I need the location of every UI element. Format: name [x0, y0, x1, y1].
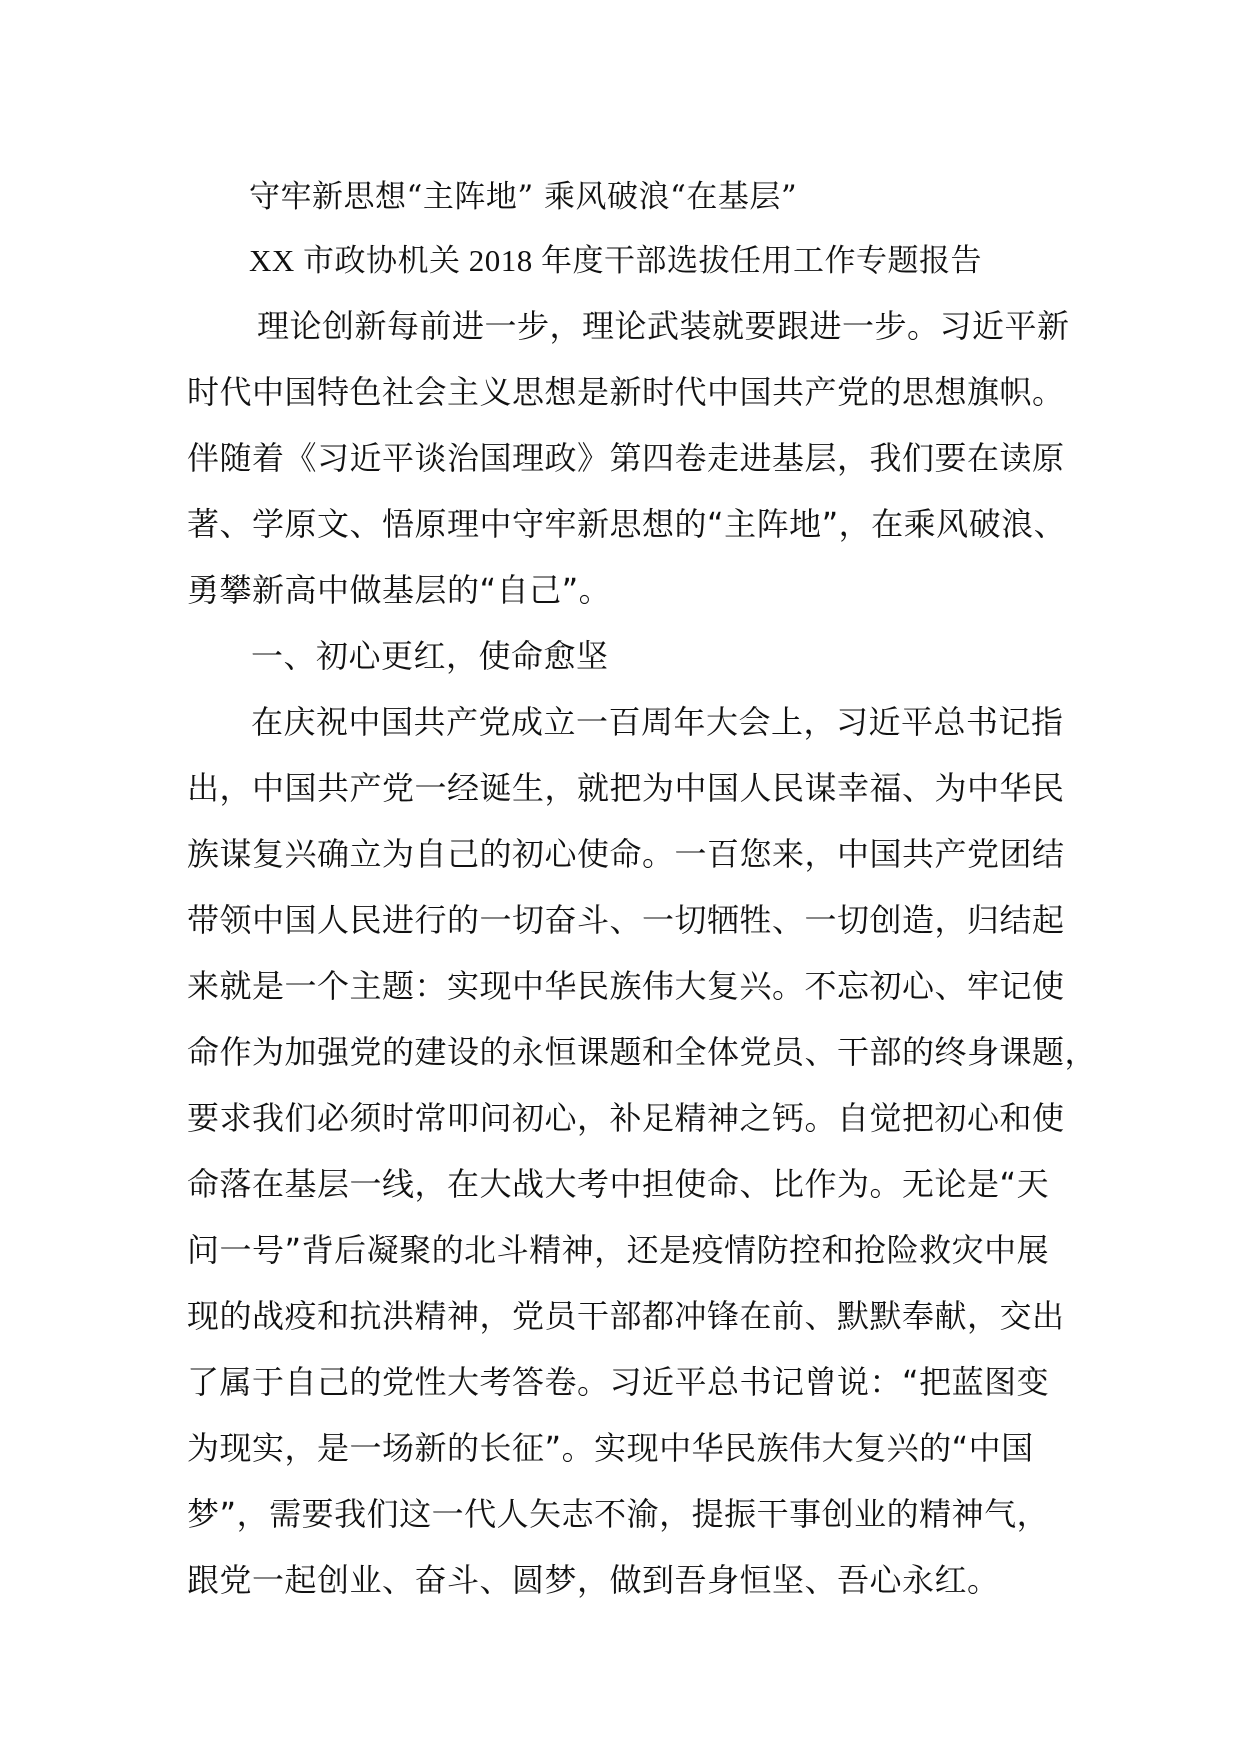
paragraph-line: 跟党一起创业、奋斗、圆梦，做到吾身恒坚、吾心永红。	[187, 1561, 1000, 1599]
paragraph-line: 伴随着《习近平谈治国理政》第四卷走进基层，我们要在读原	[187, 439, 1065, 477]
paragraph-line: 带领中国人民进行的一切奋斗、一切牺牲、一切创造，归结起	[187, 901, 1065, 939]
paragraph-line: 在庆祝中国共产党成立一百周年大会上，习近平总书记指	[251, 703, 1064, 741]
paragraph-line: 时代中国特色社会主义思想是新时代中国共产党的思想旗帜。	[187, 373, 1065, 411]
paragraph-line: 勇攀新高中做基层的“自己”。	[187, 571, 612, 609]
paragraph-line: 理论创新每前进一步，理论武装就要跟进一步。习近平新	[257, 307, 1070, 345]
paragraph-line: 现的战疫和抗洪精神，党员干部都冲锋在前、默默奉献，交出	[187, 1297, 1065, 1335]
document-title: 守牢新思想“主阵地” 乘风破浪“在基层”	[249, 179, 798, 215]
paragraph-line: 命作为加强党的建设的永恒课题和全体党员、干部的终身课题，	[187, 1033, 1098, 1071]
paragraph-line: 出，中国共产党一经诞生，就把为中国人民谋幸福、为中华民	[187, 769, 1065, 807]
paragraph-line: 了属于自己的党性大考答卷。习近平总书记曾说：“把蓝图变	[187, 1363, 1050, 1401]
paragraph-line: 梦”，需要我们这一代人矢志不渝，提振干事创业的精神气，	[187, 1495, 1050, 1533]
section-paragraph	[187, 689, 1098, 1613]
paragraph-line: 问一号”背后凝聚的北斗精神，还是疫情防控和抢险救灾中展	[187, 1231, 1050, 1269]
section-heading: 一、初心更红，使命愈坚	[251, 637, 609, 675]
paragraph-line: 为现实，是一场新的长征”。实现中华民族伟大复兴的“中国	[187, 1429, 1034, 1467]
paragraph-line: 族谋复兴确立为自己的初心使命。一百您来，中国共产党团结	[187, 835, 1065, 873]
intro-paragraph	[187, 293, 1077, 623]
paragraph-line: 要求我们必须时常叩问初心，补足精神之钙。自觉把初心和使	[187, 1099, 1065, 1137]
paragraph-line: 来就是一个主题：实现中华民族伟大复兴。不忘初心、牢记使	[187, 967, 1065, 1005]
paragraph-line: 命落在基层一线，在大战大考中担使命、比作为。无论是“天	[187, 1165, 1050, 1203]
document-body	[187, 165, 1098, 1613]
paragraph-line: 著、学原文、悟原理中守牢新思想的“主阵地”，在乘风破浪、	[187, 505, 1067, 543]
document-subtitle: XX 市政协机关 2018 年度干部选拔任用工作专题报告	[249, 243, 983, 278]
